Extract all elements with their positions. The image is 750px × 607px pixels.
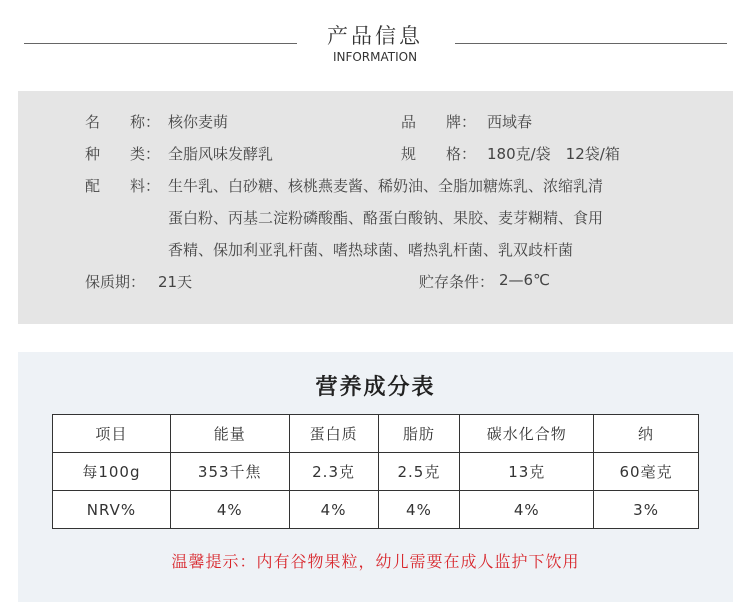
table-header-row [53, 415, 699, 453]
spec-value: 180克/袋 12袋/箱 [487, 145, 620, 163]
table-cell: 13克 [460, 453, 594, 491]
header-cell: 蛋白质 [289, 415, 378, 453]
nutrition-table [52, 414, 699, 529]
nutrition-title: 营养成分表 [315, 375, 436, 400]
type-value: 全脂风味发酵乳 [168, 145, 274, 163]
table-cell: 4% [460, 491, 594, 529]
header-cell: 脂肪 [378, 415, 460, 453]
section-header [0, 0, 750, 80]
ingredients-label: 配 料： [85, 177, 161, 195]
table-cell: 4% [289, 491, 378, 529]
shelf-value: 21天 [158, 273, 193, 291]
table-cell: 3% [594, 491, 699, 529]
ingredients-line-2: 蛋白粉、丙基二淀粉磷酸酯、酪蛋白酸钠、果胶、麦芽糊精、食用 [168, 209, 604, 227]
ingredients-line-3: 香精、保加利亚乳杆菌、嗜热球菌、嗜热乳杆菌、乳双歧杆菌 [168, 241, 574, 259]
table-cell: 4% [378, 491, 460, 529]
storage-value: 2—6℃ [499, 271, 550, 289]
table-cell: 353千焦 [170, 453, 289, 491]
header-cell: 项目 [53, 415, 171, 453]
section-subtitle: INFORMATION [332, 50, 418, 64]
product-info-panel [18, 91, 733, 324]
table-cell: 2.3克 [289, 453, 378, 491]
section-title: 产品信息 [327, 24, 423, 48]
warning-text: 温馨提示：内有谷物果粒，幼儿需要在成人监护下饮用 [171, 552, 580, 571]
table-cell: 2.5克 [378, 453, 460, 491]
brand-value: 西域春 [487, 113, 533, 131]
ingredients-line-1: 生牛乳、白砂糖、核桃燕麦酱、稀奶油、全脂加糖炼乳、浓缩乳清 [168, 177, 604, 195]
table-cell: 4% [170, 491, 289, 529]
name-label: 名 称： [85, 113, 161, 131]
table-row [53, 453, 699, 491]
name-value: 核你麦萌 [168, 113, 229, 131]
storage-label: 贮存条件： [419, 273, 495, 291]
header-rule-right [455, 43, 727, 44]
table-row [53, 491, 699, 529]
header-cell: 纳 [594, 415, 699, 453]
shelf-label: 保质期： [85, 273, 146, 291]
nutrition-panel [18, 352, 733, 602]
type-label: 种 类： [85, 145, 161, 163]
table-cell: NRV% [53, 491, 171, 529]
header-cell: 碳水化合物 [460, 415, 594, 453]
brand-label: 品 牌： [401, 113, 477, 131]
table-cell: 每100g [53, 453, 171, 491]
spec-label: 规 格： [401, 145, 477, 163]
header-cell: 能量 [170, 415, 289, 453]
table-cell: 60毫克 [594, 453, 699, 491]
